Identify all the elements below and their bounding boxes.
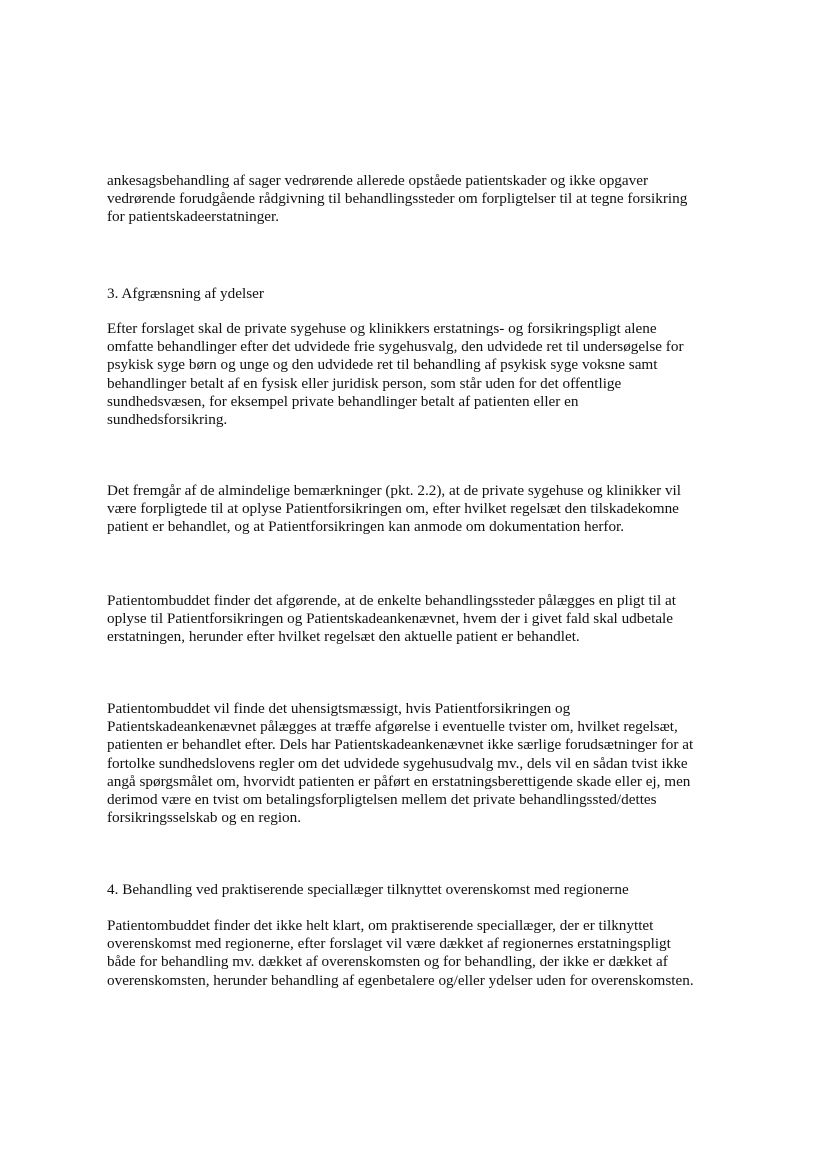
text-line: overenskomsten, herunder behandling af egenbetalere og/eller ydelser uden for overenskomsten. [107, 971, 694, 989]
paragraph-speciallaeger [107, 917, 727, 990]
text-line: overenskomst med regionerne, efter forslaget vil være dækket af regionernes erstatningspligt [107, 935, 671, 953]
text-line: oplyse til Patientforsikringen og Patientskadeankenævnet, hvem der i givet fald skal udbetale [107, 610, 674, 628]
text-line: sundhedsforsikring. [107, 411, 228, 429]
text-line: sundhedsvæsen, for eksempel private behandlinger betalt af patienten eller en [107, 392, 579, 410]
paragraph-bemaerkninger [107, 482, 727, 537]
text-line: Patientombuddet finder det ikke helt klart, om praktiserende speciallæger, der er tilknyttet [107, 917, 654, 934]
section-heading-3: 3. Afgrænsning af ydelser [107, 285, 264, 302]
text-line: både for behandling mv. dækket af overenskomsten og for behandling, der ikke er dækket af [107, 953, 668, 971]
text-line: erstatningen, herunder efter hvilket regelsæt den aktuelle patient er behandlet. [107, 628, 580, 646]
text-line: omfatte behandlinger efter det udvidede frie sygehusvalg, den udvidede ret til undersøgelse for [107, 338, 684, 356]
text-line: for patientskadeerstatninger. [107, 208, 280, 226]
paragraph-afgoerende [107, 592, 727, 647]
text-line: fortolke sundhedslovens regler om det udvidede sygehusudvalg mv., dels vil en sådan tvist ikke [107, 754, 688, 772]
text-line: vedrørende forudgående rådgivning til behandlingssteder om forpligtelser til at tegne forsikring [107, 190, 688, 208]
paragraph-uhensigtsmaessigt [107, 700, 727, 827]
paragraph-afgraensning [107, 320, 727, 429]
document-page [107, 0, 727, 1169]
text-line: patienten er behandlet efter. Dels har Patientskadeankenævnet ikke særlige forudsætninger for at [107, 736, 694, 754]
paragraph-ankesagsbehandling [107, 172, 727, 227]
text-line: Det fremgår af de almindelige bemærkninger (pkt. 2.2), at de private sygehuse og klinikker vil [107, 482, 681, 499]
text-line: Patientombuddet vil finde det uhensigtsmæssigt, hvis Patientforsikringen og [107, 700, 571, 717]
section-heading-4: 4. Behandling ved praktiserende speciallæger tilknyttet overenskomst med regionerne [107, 881, 629, 898]
text-line: Patientombuddet finder det afgørende, at de enkelte behandlingssteder pålægges en pligt til at [107, 592, 676, 609]
text-line: Efter forslaget skal de private sygehuse og klinikkers erstatnings- og forsikringspligt alene [107, 320, 657, 337]
text-line: derimod være en tvist om betalingsforpligtelsen mellem det private behandlingssted/dettes [107, 791, 657, 809]
text-line: patient er behandlet, og at Patientforsikringen kan anmode om dokumentation herfor. [107, 518, 625, 536]
text-line: Patientskadeankenævnet pålægges at træffe afgørelse i eventuelle tvister om, hvilket regelsæt, [107, 718, 678, 736]
text-line: psykisk syge børn og unge og den udvidede ret til behandling af psykisk syge voksne samt [107, 356, 658, 374]
text-line: angå spørgsmålet om, hvorvidt patienten er påført en erstatningsberettigende skade eller ej, men [107, 772, 691, 790]
text-line: ankesagsbehandling af sager vedrørende allerede opståede patientskader og ikke opgaver [107, 172, 649, 189]
text-line: behandlinger betalt af en fysisk eller juridisk person, som står uden for det offentlige [107, 374, 622, 392]
text-line: forsikringsselskab og en region. [107, 809, 302, 827]
text-line: være forpligtede til at oplyse Patientforsikringen om, efter hvilket regelsæt den tilskadekomne [107, 500, 679, 518]
